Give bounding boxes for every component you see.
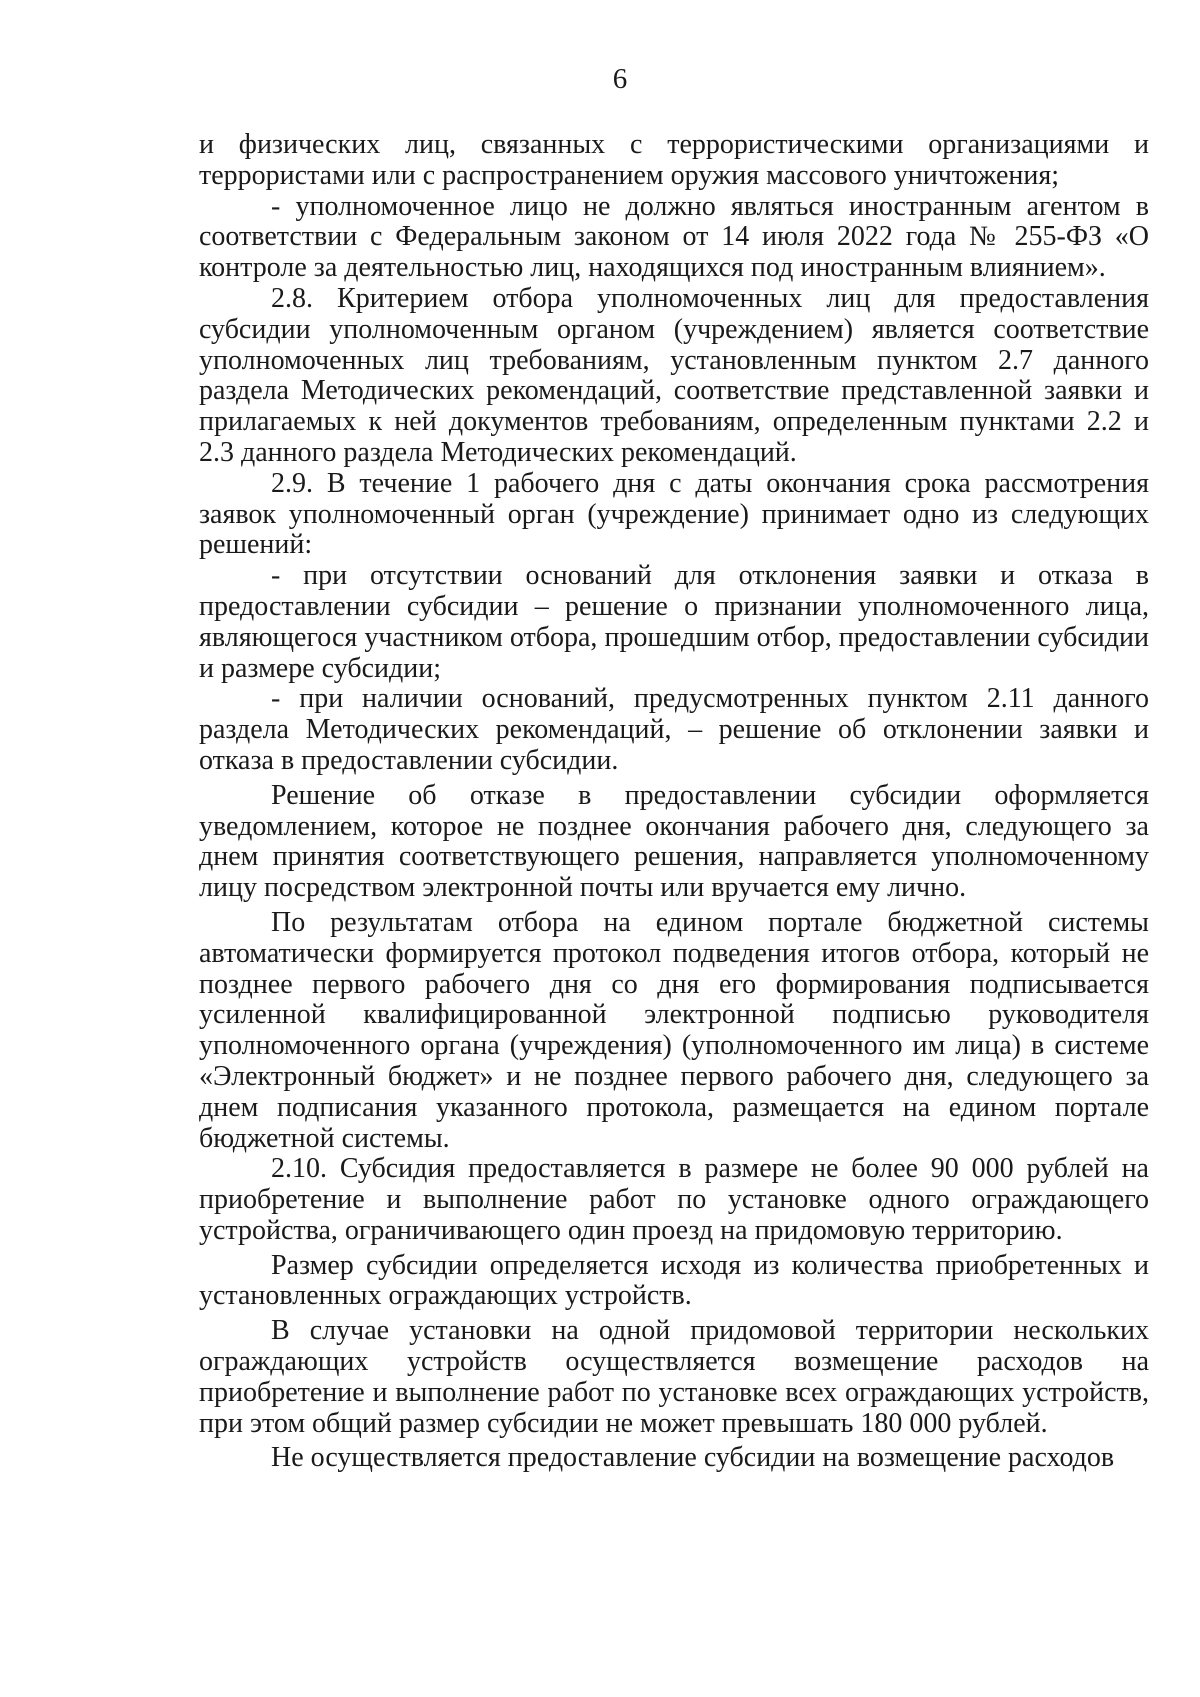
paragraph-continuation: и физических лиц, связанных с террористическими организациями и террористами или с распространением оружия массового уничтожения; — [199, 129, 1149, 191]
paragraph-decision-reject: - при наличии оснований, предусмотренных пунктом 2.11 данного раздела Методических рекомендаций, – решение об отклонении заявки и отказа в предоставлении субсидии. — [199, 683, 1149, 776]
paragraph-foreign-agent-requirement: - уполномоченное лицо не должно являться иностранным агентом в соответствии с Федеральным законом от 14 июля 2022 года № 255-ФЗ «О контроле за деятельностью лиц, находящихся под иностранным влиянием». — [199, 190, 1149, 284]
paragraph-selection-protocol: По результатам отбора на едином портале бюджетной системы автоматически формируется протокол подведения итогов отбора, который не позднее первого рабочего дня со дня его формирования подписывается усиленной квалифицированной электронной подписью руководителя уполномоченного органа (учреждения) (уполномоченного им лица) в системе «Электронный бюджет» и не позднее первого рабочего дня, следующего за днем подписания указанного протокола, размещается на едином портале бюджетной системы. — [199, 906, 1149, 1154]
paragraph-2-10-subsidy-amount: 2.10. Субсидия предоставляется в размере не более 90 000 рублей на приобретение и выполнение работ по установке одного ограждающего устройства, ограничивающего один проезд на придомовую территорию. — [199, 1153, 1149, 1246]
paragraph-subsidy-size: Размер субсидии определяется исходя из количества приобретенных и установленных ограждающих устройств. — [199, 1249, 1149, 1312]
paragraph-2-9-decision-timing: 2.9. В течение 1 рабочего дня с даты окончания срока рассмотрения заявок уполномоченный орган (учреждение) принимает одно из следующих решений: — [199, 467, 1149, 561]
paragraph-decision-approve: - при отсутствии оснований для отклонения заявки и отказа в предоставлении субсидии – решение о признании уполномоченного лица, являющегося участником отбора, прошедшим отбор, предоставлении субсидии и размере субсидии; — [199, 560, 1149, 684]
paragraph-no-subsidy: Не осуществляется предоставление субсидии на возмещение расходов — [271, 1442, 1115, 1474]
document-body — [199, 130, 1149, 1474]
paragraph-2-8-selection-criteria: 2.8. Критерием отбора уполномоченных лиц для предоставления субсидии уполномоченным органом (учреждением) является соответствие уполномоченных лиц требованиям, установленным пунктом 2.7 данного раздела Методических рекомендаций, соответствие представленной заявки и прилагаемых к ней документов требованиям, определенным пунктами 2.2 и 2.3 данного раздела Методических рекомендаций. — [199, 282, 1149, 468]
paragraph-multiple-devices: В случае установки на одной придомовой территории нескольких ограждающих устройств осуществляется возмещение расходов на приобретение и выполнение работ по установке всех ограждающих устройств, при этом общий размер субсидии не может превышать 180 000 рублей. — [199, 1315, 1149, 1439]
paragraph-refusal-notice: Решение об отказе в предоставлении субсидии оформляется уведомлением, которое не позднее окончания рабочего дня, следующего за днем принятия соответствующего решения, направляется уполномоченному лицу посредством электронной почты или вручается ему лично. — [199, 779, 1149, 904]
page-number: 6 — [612, 63, 628, 95]
